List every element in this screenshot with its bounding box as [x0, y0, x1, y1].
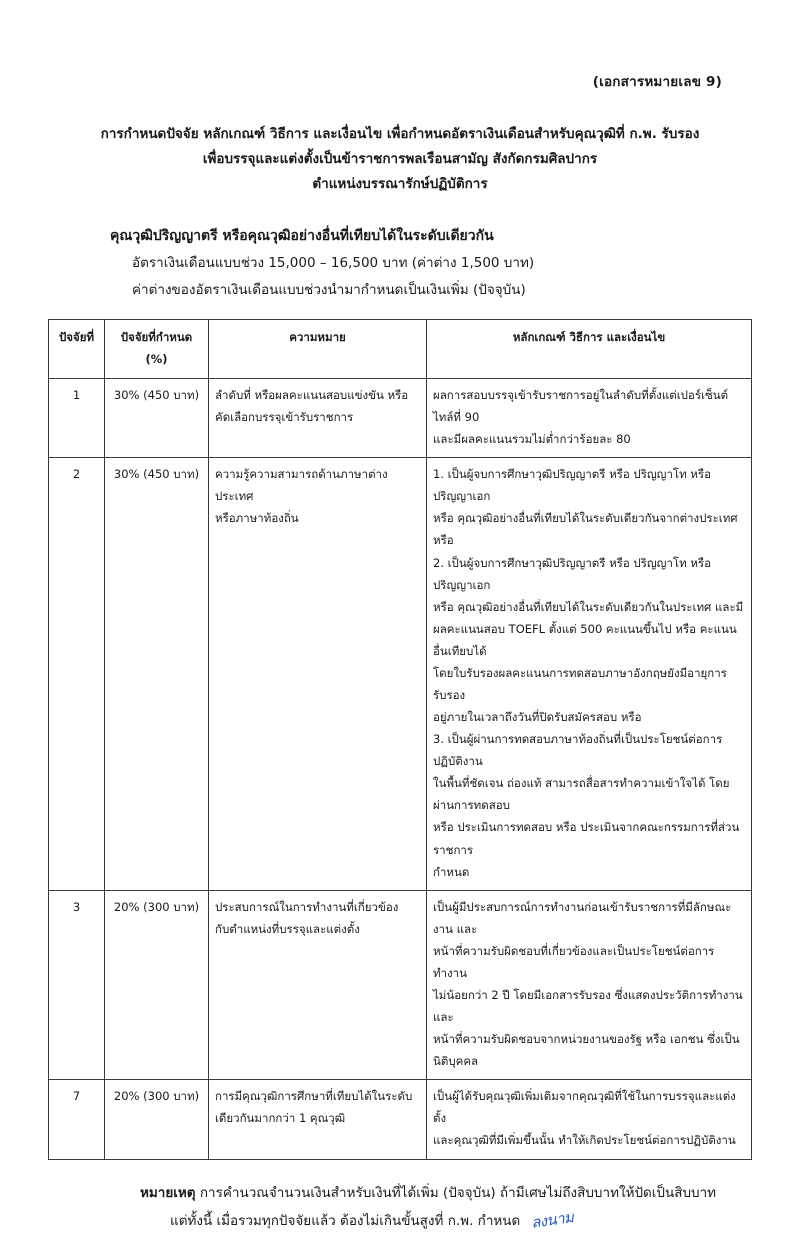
column-header-rules: หลักเกณฑ์ วิธีการ และเงื่อนไข — [427, 319, 752, 378]
cell-factor-no: 2 — [49, 458, 105, 890]
rule-line: เป็นผู้มีประสบการณ์การทำงานก่อนเข้ารับราชการที่มีลักษณะงาน และ — [433, 899, 732, 936]
cell-rules — [427, 890, 752, 1080]
rule-line: กำหนด — [433, 864, 470, 879]
title-line-2: เพื่อบรรจุและแต่งตั้งเป็นข้าราชการพลเรือนสามัญ สังกัดกรมศิลปากร — [202, 150, 598, 167]
rule-line: โดยใบรับรองผลคะแนนการทดสอบภาษาอังกฤษยังมีอายุการรับรอง — [433, 665, 727, 702]
table-row — [49, 890, 752, 1080]
meaning-line: ความรู้ความสามารถด้านภาษาต่างประเทศ — [215, 467, 388, 504]
subheading-salary-note: ค่าต่างของอัตราเงินเดือนแบบช่วงนำมากำหนดเป็นเงินเพิ่ม (ปัจจุบัน) — [132, 281, 526, 298]
rule-line: 2. เป็นผู้จบการศึกษาวุฒิปริญญาตรี หรือ ปริญญาโท หรือ ปริญญาเอก — [433, 555, 711, 592]
meaning-line: ประสบการณ์ในการทำงานที่เกี่ยวข้อง — [215, 899, 399, 914]
cell-factor-pct: 20% (300 บาท) — [105, 1080, 209, 1159]
title-line-3: ตำแหน่งบรรณารักษ์ปฏิบัติการ — [312, 175, 488, 192]
title-line-1: การกำหนดปัจจัย หลักเกณฑ์ วิธีการ และเงื่อนไข เพื่อกำหนดอัตราเงินเดือนสำหรับคุณวุฒิที่ ก.พ. รับรอง — [100, 126, 700, 142]
page-title — [48, 122, 752, 197]
rule-line: 1. เป็นผู้จบการศึกษาวุฒิปริญญาตรี หรือ ปริญญาโท หรือ ปริญญาเอก — [433, 467, 711, 504]
rule-line: ผลการสอบบรรจุเข้ารับราชการอยู่ในลำดับที่ตั้งแต่เปอร์เซ็นต์ไทล์ที่ 90 — [433, 387, 729, 425]
rule-line: เป็นผู้ได้รับคุณวุฒิเพิ่มเติมจากคุณวุฒิที่ใช้ในการบรรจุและแต่งตั้ง — [433, 1089, 736, 1126]
cell-meaning — [209, 890, 427, 1080]
rule-line: ในพื้นที่ชัดเจน ถ่องแท้ สามารถสื่อสารทำความเข้าใจได้ โดยผ่านการทดสอบ — [433, 776, 730, 813]
cell-factor-no: 3 — [49, 890, 105, 1080]
note-line-2: แต่ทั้งนี้ เมื่อรวมทุกปัจจัยแล้ว ต้องไม่เกินขั้นสูงที่ ก.พ. กำหนด — [170, 1212, 521, 1229]
column-header-meaning: ความหมาย — [209, 319, 427, 378]
rule-line: ไม่น้อยกว่า 2 ปี โดยมีเอกสารรับรอง ซึ่งแสดงประวัติการทำงาน และ — [433, 988, 743, 1025]
meaning-line: ลำดับที่ หรือผลคะแนนสอบแข่งขัน หรือ — [215, 387, 409, 402]
cell-factor-no: 1 — [49, 378, 105, 457]
criteria-table — [48, 319, 752, 1160]
column-header-factor-no: ปัจจัยที่ — [49, 319, 105, 378]
table-row — [49, 458, 752, 890]
rule-line: ผลคะแนนสอบ TOEFL ตั้งแต่ 500 คะแนนขึ้นไป หรือ คะแนนอื่นเทียบได้ — [433, 621, 737, 658]
rule-line: 3. เป็นผู้ผ่านการทดสอบภาษาท้องถิ่นที่เป็นประโยชน์ต่อการปฏิบัติงาน — [433, 732, 723, 769]
cell-meaning — [209, 458, 427, 890]
meaning-line: หรือภาษาท้องถิ่น — [215, 511, 299, 526]
cell-factor-pct: 20% (300 บาท) — [105, 890, 209, 1080]
cell-rules — [427, 378, 752, 457]
subheading-block — [110, 223, 752, 303]
table-row — [49, 1080, 752, 1159]
footer-note — [140, 1180, 752, 1236]
cell-rules — [427, 1080, 752, 1159]
cell-factor-no: 7 — [49, 1080, 105, 1159]
meaning-line: การมีคุณวุฒิการศึกษาที่เทียบได้ในระดับ — [215, 1089, 413, 1104]
meaning-line: คัดเลือกบรรจุเข้ารับราชการ — [215, 410, 354, 425]
meaning-line: กับตำแหน่งที่บรรจุและแต่งตั้ง — [215, 921, 360, 936]
rule-line: หน้าที่ความรับผิดชอบจากหน่วยงานของรัฐ หรือ เอกชน ซึ่งเป็นนิติบุคคล — [433, 1032, 740, 1069]
meaning-line: เดียวกันมากกว่า 1 คุณวุฒิ — [215, 1111, 346, 1126]
rule-line: และมีผลคะแนนรวมไม่ต่ำกว่าร้อยละ 80 — [433, 432, 631, 447]
rule-line: อยู่ภายในเวลาถึงวันที่ปิดรับสมัครสอบ หรือ — [433, 710, 642, 725]
note-label: หมายเหตุ — [140, 1184, 196, 1201]
rule-line: หน้าที่ความรับผิดชอบที่เกี่ยวข้องและเป็นประโยชน์ต่อการทำงาน — [433, 943, 715, 980]
subheading-salary-range: อัตราเงินเดือนแบบช่วง 15,000 – 16,500 บาท (ค่าต่าง 1,500 บาท) — [132, 255, 535, 272]
cell-factor-pct: 30% (450 บาท) — [105, 378, 209, 457]
subheading-qualification: คุณวุฒิปริญญาตรี หรือคุณวุฒิอย่างอื่นที่เทียบได้ในระดับเดียวกัน — [110, 227, 494, 244]
rule-line: หรือ ประเมินการทดสอบ หรือ ประเมินจากคณะกรรมการที่ส่วนราชการ — [433, 820, 740, 857]
cell-factor-pct: 30% (450 บาท) — [105, 458, 209, 890]
cell-meaning — [209, 378, 427, 457]
column-header-factor-pct: ปัจจัยที่กำหนด (%) — [105, 319, 209, 378]
table-row — [49, 378, 752, 457]
cell-rules — [427, 458, 752, 890]
rule-line: และคุณวุฒิที่มีเพิ่มขึ้นนั้น ทำให้เกิดประโยชน์ต่อการปฏิบัติงาน — [433, 1133, 736, 1148]
note-line-2-wrap — [170, 1206, 752, 1235]
table-header-row — [49, 319, 752, 378]
cell-meaning — [209, 1080, 427, 1159]
document-reference: (เอกสารหมายเลข 9) — [592, 74, 722, 90]
note-line-1: การคำนวณจำนวนเงินสำหรับเงินที่ได้เพิ่ม (ปัจจุบัน) ถ้ามีเศษไม่ถึงสิบบาทให้ปัดเป็นสิบบาท — [199, 1184, 717, 1201]
rule-line: หรือ คุณวุฒิอย่างอื่นที่เทียบได้ในระดับเดียวกันในประเทศ และมี — [433, 599, 744, 614]
rule-line: หรือ คุณวุฒิอย่างอื่นที่เทียบได้ในระดับเดียวกันจากต่างประเทศ หรือ — [433, 511, 738, 548]
signature-mark: ลงนาม — [529, 1208, 575, 1232]
